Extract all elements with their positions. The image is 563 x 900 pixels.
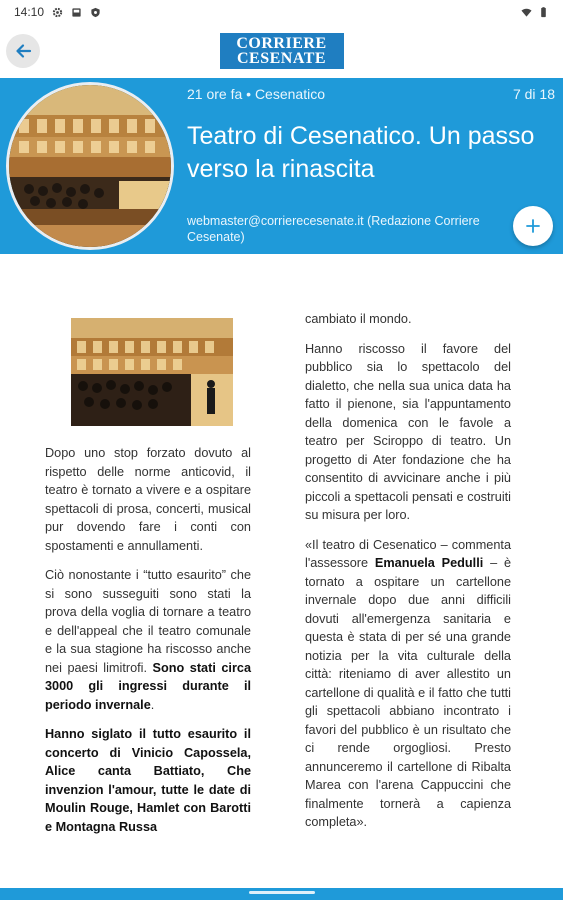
article-author[interactable]: webmaster@corrierecesenate.it (Redazione Corriere bbox=[187, 214, 480, 228]
theatre-image bbox=[9, 85, 174, 250]
arrow-left-icon bbox=[14, 42, 32, 60]
article-meta: 21 ore fa • Cesenatico bbox=[187, 86, 325, 102]
logo-line-2: CESENATE bbox=[236, 50, 327, 67]
article-column-left bbox=[45, 444, 251, 847]
status-bar bbox=[0, 0, 563, 24]
page-counter: 7 di 18 bbox=[512, 86, 555, 102]
paragraph: Ciò nonostante i “tutto esaurito” che si sono susseguiti sono stati la prova della voglia di tornare a teatro e dell'appeal che il teatro comunale e la sua stagione ha riscosso anche nei paesi limitrofi. Sono stati circa 3000 gli ingressi durante il periodo invernale. bbox=[45, 568, 251, 712]
wifi-icon bbox=[521, 7, 532, 18]
brand-logo bbox=[220, 33, 344, 69]
article-author-line-2: Cesenate) bbox=[187, 230, 245, 244]
status-time: 14:10 bbox=[14, 5, 45, 19]
shield-icon bbox=[90, 7, 101, 18]
article-body bbox=[0, 254, 563, 890]
article-thumbnail bbox=[6, 82, 174, 250]
add-button[interactable] bbox=[513, 206, 553, 246]
plus-icon bbox=[525, 218, 541, 234]
paragraph: cambiato il mondo. bbox=[305, 312, 412, 326]
logo-line-1: CORRIERE bbox=[236, 35, 327, 52]
back-button[interactable] bbox=[6, 34, 40, 68]
article-title: Teatro di Cesenatico. Un passo verso la rinascita bbox=[187, 122, 535, 183]
paragraph: Hanno siglato il tutto esaurito il concerto di Vinicio Capossela, Alice canta Battiato, Che invenzion l'amour, tutte le date di Moulin Rouge, Hamlet con Barotti e Montagna Russa bbox=[45, 727, 251, 834]
app-bar bbox=[0, 24, 563, 78]
battery-icon bbox=[538, 7, 549, 18]
article-column-right bbox=[305, 310, 511, 843]
gear-icon bbox=[52, 7, 63, 18]
paragraph: Dopo uno stop forzato dovuto al rispetto delle norme anticovid, il teatro è tornato a vivere e a ospitare spettacoli di prosa, concerti, musical pur dovendo fare i conti con spostamenti e annullamenti. bbox=[45, 446, 251, 553]
article-header bbox=[0, 78, 563, 254]
storage-icon bbox=[71, 7, 82, 18]
theatre-photo-image bbox=[71, 318, 233, 426]
bottom-bar bbox=[0, 888, 563, 900]
paragraph: «Il teatro di Cesenatico – commenta l'assessore Emanuela Pedulli – è tornato a ospitare un cartellone invernale dopo due anni difficili dovuti all'emergenza sanitaria e questa è stata di per sé una grande notizia per la vita culturale della città: riteniamo di aver allestito un cartellone di qualità e il fatto che tutti gli spettacoli abbiano incontrato i favori del pubblico è un risultato che ci rende orgogliosi. Presto annunceremo il cartellone di Ribalta Marea con l'arena Cappuccini che finalmente tornerà a capienza completa». bbox=[305, 537, 511, 829]
home-indicator[interactable] bbox=[249, 891, 315, 894]
paragraph: Hanno riscosso il favore del pubblico sia lo spettacolo del dialetto, che nella sua unica data ha fatto il pienone, sia l'appuntamento della domenica con le favole a teatro per Sciroppo di teatro. Un progetto di Ater fondazione che ha consentito di avvicinare anche i più piccoli a spettacoli pensati e costruiti su misura per loro. bbox=[305, 341, 511, 522]
article-photo bbox=[71, 318, 233, 426]
